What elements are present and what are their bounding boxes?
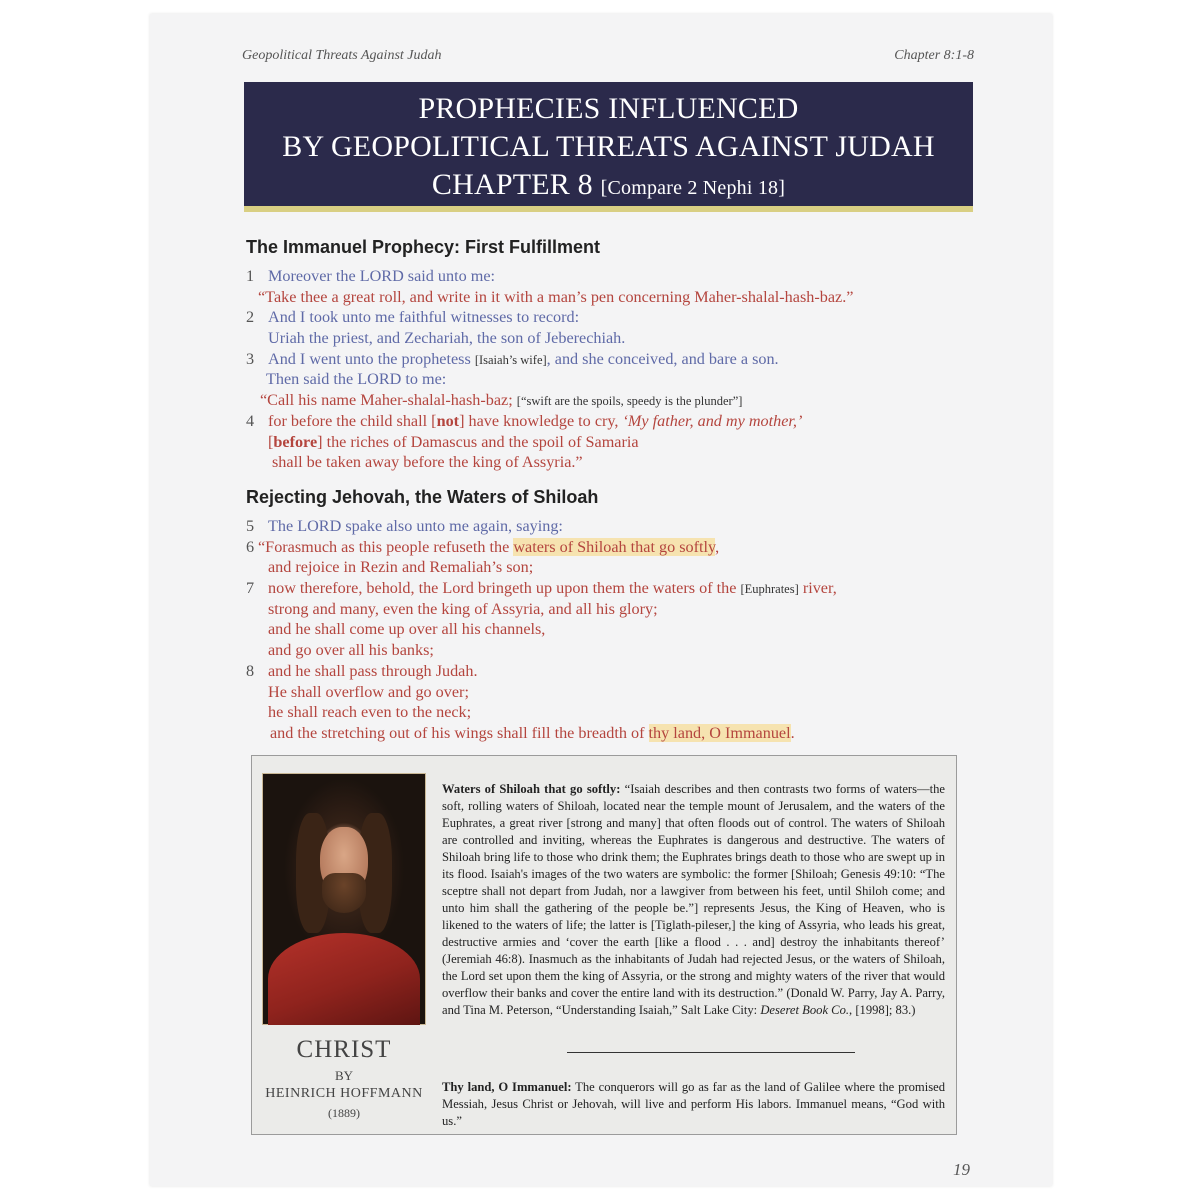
verse-text: “Forasmuch as this people refuseth the bbox=[258, 537, 510, 556]
banner-compare: [Compare 2 Nephi 18] bbox=[600, 177, 786, 199]
note-title: Waters of Shiloah that go softly: bbox=[442, 782, 621, 796]
verse-4b bbox=[246, 432, 853, 453]
bold-insert: not bbox=[436, 411, 460, 430]
verse-number: 4 bbox=[246, 411, 255, 430]
verse-text: and go over all his banks; bbox=[268, 641, 434, 660]
verse-text: . bbox=[790, 723, 795, 742]
verse-6b bbox=[246, 557, 837, 578]
verse-text: shall be taken away before the king of Assyria.” bbox=[272, 453, 583, 472]
banner-line-1: PROPHECIES INFLUENCED bbox=[418, 92, 799, 125]
verse-text: He shall overflow and go over; bbox=[268, 682, 469, 701]
verse-2a bbox=[246, 307, 853, 328]
verse-4c bbox=[246, 452, 853, 473]
divider bbox=[567, 1052, 855, 1053]
verse-6a bbox=[246, 537, 837, 558]
verse-text: [ bbox=[268, 432, 274, 451]
portrait-caption-by: BY bbox=[334, 1068, 354, 1083]
commentary-note-immanuel bbox=[442, 1079, 945, 1130]
verse-number: 7 bbox=[246, 579, 255, 598]
note-body-end: , [1998]; 83.) bbox=[849, 1003, 916, 1017]
verse-text: and he shall pass through Judah. bbox=[268, 661, 478, 680]
verse-text: for before the child shall [ bbox=[268, 411, 437, 430]
verse-7c bbox=[246, 619, 837, 640]
verse-text: The LORD spake also unto me again, saying: bbox=[268, 517, 563, 535]
note-publisher: Deseret Book Co. bbox=[760, 1003, 850, 1017]
section-heading-shiloah: Rejecting Jehovah, the Waters of Shiloah bbox=[246, 487, 599, 507]
verse-number: 8 bbox=[246, 661, 255, 680]
bracket-note: [“swift are the spoils, speedy is the plunder”] bbox=[516, 394, 743, 409]
verse-8b bbox=[246, 682, 837, 703]
verse-number: 1 bbox=[246, 267, 255, 285]
verse-text: And I took unto me faithful witnesses to record: bbox=[268, 308, 580, 327]
note-body: “Isaiah describes and then contrasts two forms of waters—the soft, rolling waters of Shiloah, located near the temple mount of Jerusalem, and the waters of the Euphrates, a great river [strong and many] that often floods out of control. The waters of Shiloah are controlled and inviting, whereas the Euphrates is dangerous and destructive. The waters of Shiloah bring life to those who drink them; the Euphrates brings death to those who are swept up in its flood. Isaiah's images of the two waters are symbolic: the former [Shiloah; Genesis 49:10: “The sceptre shall not depart from Judah, nor a lawgiver from between his feet, until Shiloh come; and unto him shall the gathering of the people be.”] represents Jesus, the King of Heaven, who is likened to the waters of life; the latter is [Tiglath-pileser,] the king of Assyria, who leads his great, destructive armies and ‘cover the earth [like a flood . . . and] destroy the inhabitants thereof’ (Jeremiah 46:8). Inasmuch as the inhabitants of Judah had rejected Jesus, or the waters of Shiloah, the Lord set upon them the king of Assyria, or the strong and mighty waters of the river that would overflow their banks and cover the entire land with its destruction.” (Donald W. Parry, Jay A. Parry, and Tina M. Peterson, “Understanding Isaiah,” Salt Lake City: bbox=[442, 782, 945, 1017]
verse-8d bbox=[246, 723, 837, 744]
verse-text: river, bbox=[802, 579, 837, 598]
highlighted-phrase: waters of Shiloah that go softly bbox=[513, 537, 716, 556]
portrait-caption-artist: HEINRICH HOFFMANN bbox=[265, 1086, 423, 1101]
verse-7b bbox=[246, 599, 837, 620]
section-heading-immanuel: The Immanuel Prophecy: First Fulfillment bbox=[246, 237, 601, 257]
verse-text: “Call his name Maher-shalal-hash-baz; bbox=[260, 391, 513, 410]
verse-text: and the stretching out of his wings shall fill the breadth of bbox=[270, 723, 645, 742]
bracket-note: [Isaiah’s wife] bbox=[474, 352, 547, 367]
verse-text: , and she conceived, and bare a son. bbox=[546, 349, 779, 368]
verse-text: And I went unto the prophetess bbox=[268, 349, 471, 368]
verses-section-2 bbox=[246, 516, 837, 744]
verse-number: 6 bbox=[246, 537, 255, 556]
note-title: Thy land, O Immanuel: bbox=[442, 1080, 572, 1094]
verse-text: and rejoice in Rezin and Remaliah’s son; bbox=[268, 558, 534, 577]
verse-text: he shall reach even to the neck; bbox=[268, 703, 472, 722]
verse-text: Uriah the priest, and Zechariah, the son of Jeberechiah. bbox=[268, 329, 626, 348]
verse-text: , bbox=[715, 537, 720, 556]
verse-number: 5 bbox=[246, 517, 255, 535]
verse-quote: ‘My father, and my mother,’ bbox=[622, 411, 803, 430]
verse-3c bbox=[246, 390, 853, 411]
verse-7d bbox=[246, 640, 837, 661]
commentary-note-shiloah bbox=[442, 781, 945, 1019]
verse-8c bbox=[246, 702, 837, 723]
verse-text: ] the riches of Damascus and the spoil of Samaria bbox=[317, 432, 639, 451]
bold-insert: before bbox=[273, 432, 318, 451]
portrait-caption-title: CHRIST bbox=[296, 1036, 392, 1063]
commentary-sidebar bbox=[251, 755, 957, 1135]
verse-7a bbox=[246, 578, 837, 599]
verse-3b bbox=[246, 369, 853, 390]
verse-8a bbox=[246, 661, 837, 682]
christ-portrait-image bbox=[262, 773, 426, 1025]
banner-chapter: CHAPTER 8 bbox=[431, 168, 593, 201]
verse-text: “Take thee a great roll, and write in it with a man’s pen concerning Maher-shalal-hash-baz.” bbox=[258, 287, 854, 306]
running-header-right: Chapter 8:1-8 bbox=[894, 48, 974, 63]
verse-text: ] have knowledge to cry, bbox=[459, 411, 619, 430]
verse-number: 2 bbox=[246, 308, 255, 327]
verse-3a bbox=[246, 349, 853, 370]
verse-text: strong and many, even the king of Assyria, and all his glory; bbox=[268, 599, 658, 618]
verse-1a bbox=[246, 266, 853, 287]
book-page bbox=[150, 14, 1052, 1186]
banner-line-3 bbox=[244, 166, 973, 207]
verse-text: Moreover the LORD said unto me: bbox=[268, 267, 496, 285]
banner-line-2: BY GEOPOLITICAL THREATS AGAINST JUDAH bbox=[282, 130, 935, 163]
verse-2b bbox=[246, 328, 853, 349]
highlighted-phrase: thy land, O Immanuel bbox=[648, 723, 791, 742]
verses-section-1 bbox=[246, 266, 853, 473]
verse-number: 3 bbox=[246, 349, 255, 368]
chapter-banner bbox=[244, 82, 973, 212]
bracket-note: [Euphrates] bbox=[740, 582, 799, 597]
note-body: The conquerors will go as far as the land of Galilee where the promised Messiah, Jesus Christ or Jehovah, will live and perform His labors. Immanuel means, “God with us.” bbox=[442, 1080, 945, 1128]
verse-text: and he shall come up over all his channels, bbox=[268, 620, 546, 639]
verse-text: now therefore, behold, the Lord bringeth up upon them the waters of the bbox=[268, 579, 737, 598]
verse-text: Then said the LORD to me: bbox=[266, 370, 447, 389]
verse-1b bbox=[246, 287, 853, 308]
running-header-left: Geopolitical Threats Against Judah bbox=[242, 48, 442, 63]
verse-5 bbox=[246, 516, 837, 537]
verse-4a bbox=[246, 411, 853, 432]
portrait-caption-year: (1889) bbox=[328, 1106, 360, 1120]
page-number: 19 bbox=[953, 1160, 970, 1179]
